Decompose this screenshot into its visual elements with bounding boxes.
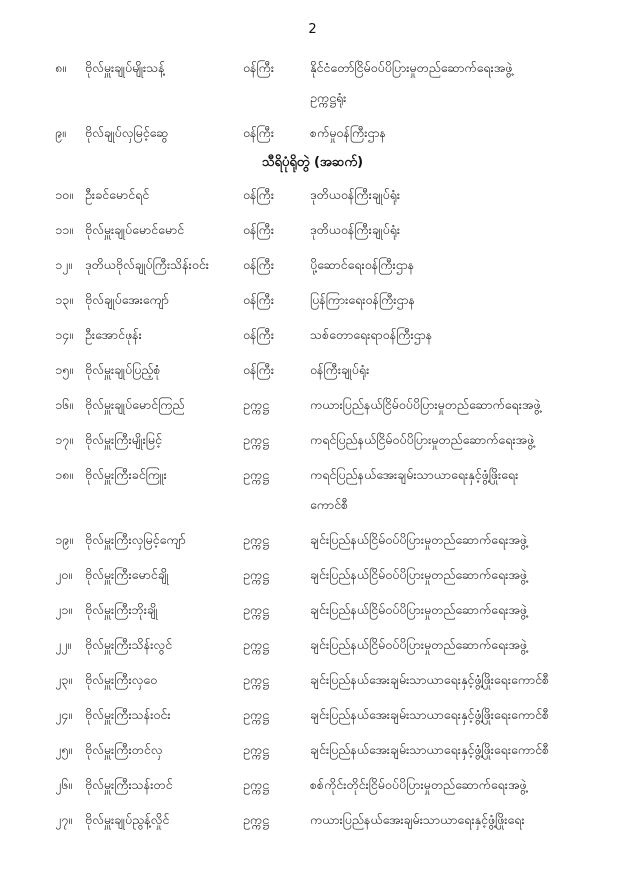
entry-row — [0, 467, 625, 487]
entry-rank: ဥက္ကဋ္ဌ — [243, 532, 269, 547]
entry-name: ဗိုလ်မှူးချုပ်ညွန့်လှိုင် — [85, 812, 170, 827]
entry-row — [0, 397, 625, 417]
entry-rank: ဥက္ကဋ္ဌ — [243, 397, 269, 412]
entry-organization: ချင်းပြည်နယ်ငြိမ်ဝပ်ပိပြားမှုတည်ဆောက်ရေးအဖွဲ့ — [310, 637, 527, 652]
entry-row — [0, 187, 625, 207]
entry-name: ဗိုလ်မှူးချုပ်မျိုးသန့် — [85, 60, 165, 75]
entry-name: ဗိုလ်မှူးကြီးဘိုးချို — [85, 602, 158, 617]
entry-number: ၂၄။ — [55, 707, 72, 722]
entry-rank: ဥက္ကဋ္ဌ — [243, 742, 269, 757]
entry-name: ဦးအောင်ဖုန်း — [85, 327, 142, 342]
entry-row — [0, 777, 625, 797]
entry-rank: ဝန်ကြီး — [243, 362, 274, 377]
entry-name: ဦးခင်မောင်ရင် — [85, 187, 150, 202]
entry-organization: ပို့ဆောင်ရေးဝန်ကြီးဌာန — [310, 257, 415, 272]
entry-number: ၁၉။ — [55, 532, 73, 547]
entry-name: ဗိုလ်မှူးကြီးလှဝေ — [85, 672, 158, 687]
entry-rank: ဝန်ကြီး — [243, 257, 274, 272]
entry-row — [0, 327, 625, 347]
entry-number: ၂၅။ — [55, 742, 72, 757]
entry-number: ၉။ — [55, 125, 66, 140]
entry-number: ၂၂။ — [55, 637, 72, 652]
entry-rank: ဥက္ကဋ္ဌ — [243, 637, 269, 652]
entry-number: ၂၃။ — [55, 672, 72, 687]
entry-row — [0, 125, 625, 145]
entry-name: ဗိုလ်မှူးကြီးခင်ကြူး — [85, 467, 167, 482]
entry-number: ၁၈။ — [55, 467, 73, 482]
entry-number: ၂၇။ — [55, 812, 72, 827]
entry-organization: ကယားပြည်နယ်အေးချမ်းသာယာရေးနှင့်ဖွံ့ဖြိုးရေး — [310, 812, 525, 827]
entry-row — [0, 532, 625, 552]
entry-number: ၁၃။ — [55, 292, 73, 307]
page-number: 2 — [308, 22, 317, 37]
entry-row — [0, 292, 625, 312]
entry-number: ၂၆။ — [55, 777, 72, 792]
section-heading: သီရိပုံရိုတွဲ (အဆက်) — [261, 155, 364, 170]
entry-row — [0, 432, 625, 452]
entry-row — [0, 567, 625, 587]
entry-rank: ဥက္ကဋ္ဌ — [243, 707, 269, 722]
entry-organization: ချင်းပြည်နယ်ငြိမ်ဝပ်ပိပြားမှုတည်ဆောက်ရေးအဖွဲ့ — [310, 532, 527, 547]
entry-row — [0, 707, 625, 727]
entry-rank: ဥက္ကဋ္ဌ — [243, 672, 269, 687]
entry-number: ၂၀။ — [55, 567, 72, 582]
entry-rank: ဝန်ကြီး — [243, 125, 274, 140]
entry-name: ဗိုလ်ချုပ်အေးကျော် — [85, 292, 169, 307]
entry-number: ၂၁။ — [55, 602, 72, 617]
entry-row — [0, 362, 625, 382]
entry-name: ဗိုလ်မှူးချုပ်ပြည့်စုံ — [85, 362, 161, 377]
entry-rank: ဥက္ကဋ္ဌ — [243, 777, 269, 792]
entry-row — [0, 60, 625, 80]
entry-name: ဗိုလ်မှူးကြီးလှမြင့်ကျော် — [85, 532, 186, 547]
entry-rank: ဥက္ကဋ္ဌ — [243, 432, 269, 447]
entry-organization: ချင်းပြည်နယ်အေးချမ်းသာယာရေးနှင့်ဖွံ့ဖြိုးရေးကောင်စီ — [310, 672, 550, 687]
entry-organization-continued: ကောင်စီ — [310, 497, 349, 512]
entry-organization: ကရင်ပြည်နယ်ငြိမ်ဝပ်ပိပြားမှုတည်ဆောက်ရေးအဖွဲ့ — [310, 432, 535, 447]
entry-organization: ဒုတိယဝန်ကြီးချုပ်ရုံး — [310, 187, 401, 202]
entry-organization-continued: ဥက္ကဋ္ဌရုံး — [310, 90, 347, 105]
entry-rank: ဝန်ကြီး — [243, 187, 274, 202]
entry-rank: ဝန်ကြီး — [243, 60, 274, 75]
entry-organization: ပြန်ကြားရေးဝန်ကြီးဌာန — [310, 292, 416, 307]
entry-name: ဗိုလ်မှူးချုပ်မောင်မောင် — [85, 222, 185, 237]
entry-organization: စက်မှုဝန်ကြီးဌာန — [310, 125, 386, 140]
entry-row — [0, 602, 625, 622]
entry-row — [0, 742, 625, 762]
entry-organization: သစ်တောရေးရာဝန်ကြီးဌာန — [310, 327, 433, 342]
entry-row — [0, 257, 625, 277]
entry-rank: ဝန်ကြီး — [243, 327, 274, 342]
entry-number: ၁၇။ — [55, 432, 73, 447]
entry-number: ၁၀။ — [55, 187, 73, 202]
entry-name: ဗိုလ်မှူးကြီးတင်လှ — [85, 742, 163, 757]
entry-organization: ချင်းပြည်နယ်အေးချမ်းသာယာရေးနှင့်ဖွံ့ဖြိုးရေးကောင်စီ — [310, 707, 550, 722]
entry-row — [0, 222, 625, 242]
entry-name: ဗိုလ်မှူးကြီးမျိုးမြင့် — [85, 432, 162, 447]
entry-rank: ဥက္ကဋ္ဌ — [243, 812, 269, 827]
entry-rank: ဝန်ကြီး — [243, 222, 274, 237]
entry-number: ၁၆။ — [55, 397, 73, 412]
entry-name: ဗိုလ်မှူးကြီးသန်းတင် — [85, 777, 173, 792]
entry-organization: ဝန်ကြီးချုပ်ရုံး — [310, 362, 370, 377]
entry-rank: ဝန်ကြီး — [243, 292, 274, 307]
entry-rank: ဥက္ကဋ္ဌ — [243, 602, 269, 617]
entry-organization: ချင်းပြည်နယ်ငြိမ်ဝပ်ပိပြားမှုတည်ဆောက်ရေးအဖွဲ့ — [310, 602, 527, 617]
entry-organization: ကယားပြည်နယ်ငြိမ်ဝပ်ပိပြားမှုတည်ဆောက်ရေးအဖွဲ့ — [310, 397, 541, 412]
entry-row — [0, 637, 625, 657]
entry-organization: ချင်းပြည်နယ်ငြိမ်ဝပ်ပိပြားမှုတည်ဆောက်ရေးအဖွဲ့ — [310, 567, 527, 582]
entry-row — [0, 812, 625, 832]
entry-number: ၁၂။ — [55, 257, 72, 272]
entry-number: ၁၁။ — [55, 222, 73, 237]
entry-number: ၁၅။ — [55, 362, 73, 377]
entry-name: ဗိုလ်ချုပ်လှမြင့်ဆွေ — [85, 125, 169, 140]
entry-name: ဗိုလ်မှူးကြီးသန်းဝင်း — [85, 707, 171, 722]
entry-name: ဗိုလ်မှူးကြီးသိန်းလွင် — [85, 637, 173, 652]
entry-organization: နိုင်ငံတော်ငြိမ်ဝပ်ပိပြားမှုတည်ဆောက်ရေးအဖွဲ့ — [310, 60, 513, 75]
entry-organization: ကရင်ပြည်နယ်အေးချမ်းသာယာရေးနှင့်ဖွံ့ဖြိုးရေး — [310, 467, 519, 482]
entry-name: ဗိုလ်မှူးချုပ်မောင်ကြည် — [85, 397, 185, 412]
entry-row — [0, 672, 625, 692]
entry-rank: ဥက္ကဋ္ဌ — [243, 567, 269, 582]
entry-name: ဗိုလ်မှူးကြီးမောင်ချို — [85, 567, 169, 582]
entry-rank: ဥက္ကဋ္ဌ — [243, 467, 269, 482]
entry-number: ၁၄။ — [55, 327, 73, 342]
entry-organization: စစ်ကိုင်းတိုင်းငြိမ်ဝပ်ပိပြားမှုတည်ဆောက်ရေးအဖွဲ့ — [310, 777, 527, 792]
entry-number: ၈။ — [55, 60, 66, 75]
entry-organization: ဒုတိယဝန်ကြီးချုပ်ရုံး — [310, 222, 401, 237]
entry-name: ဒုတိယဗိုလ်ချုပ်ကြီးသိန်းဝင်း — [85, 257, 209, 272]
entry-organization: ချင်းပြည်နယ်အေးချမ်းသာယာရေးနှင့်ဖွံ့ဖြိုးရေးကောင်စီ — [310, 742, 550, 757]
